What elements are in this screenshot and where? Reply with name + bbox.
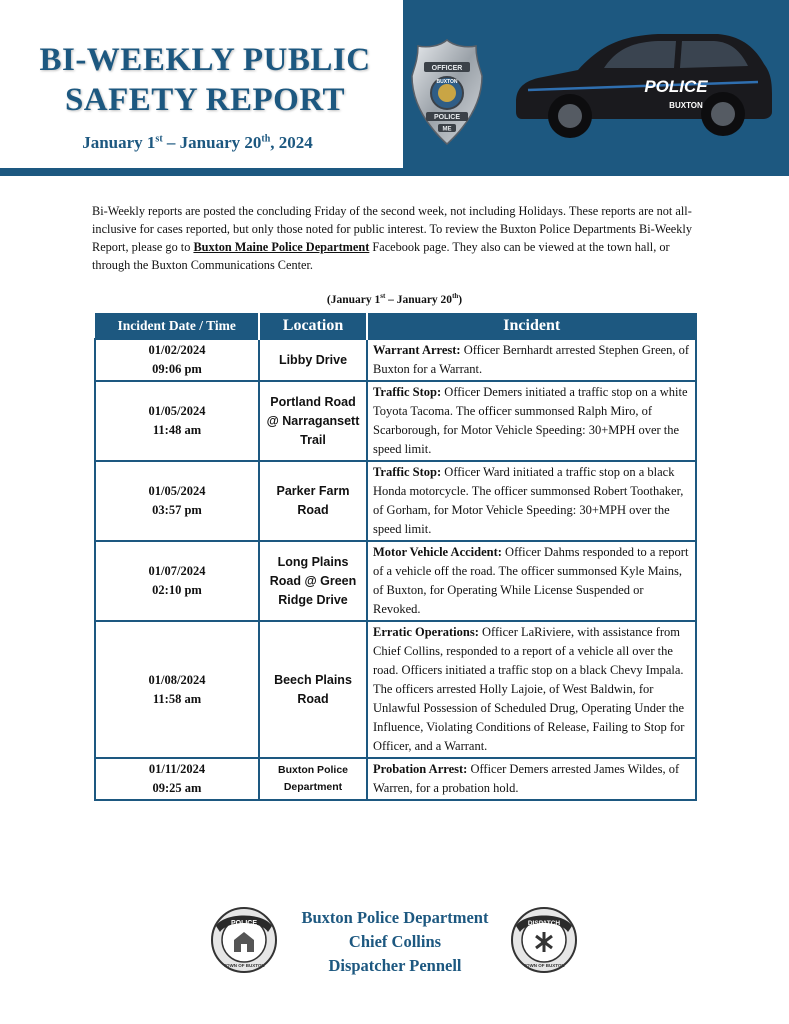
table-caption <box>0 292 789 306</box>
report-title <box>10 40 400 120</box>
svg-text:TOWN OF BUXTON: TOWN OF BUXTON <box>523 963 565 968</box>
incident-type: Warrant Arrest: <box>373 343 461 357</box>
incident-text: Officer Demers arrested James Wildes, of Warren, for a probation hold. <box>373 762 680 795</box>
svg-text:OFFICER: OFFICER <box>431 65 463 72</box>
incident-type: Erratic Operations: <box>373 625 479 639</box>
incident-date-cell <box>95 339 259 381</box>
incident-time: 09:06 pm <box>152 362 202 376</box>
report-header <box>0 0 789 176</box>
incident-type: Probation Arrest: <box>373 762 468 776</box>
incident-location: Long Plains Road @ Green Ridge Drive <box>259 541 367 621</box>
report-title-line2: SAFETY REPORT <box>64 82 346 118</box>
date-end-suffix: th <box>261 133 271 145</box>
incident-date-cell <box>95 758 259 800</box>
police-cruiser-icon <box>508 24 776 144</box>
incident-time: 11:48 am <box>152 423 202 437</box>
intro-paragraph <box>92 202 696 274</box>
incident-type: Traffic Stop: <box>373 465 442 479</box>
incident-date: 01/11/2024 <box>148 762 206 776</box>
incident-text: Officer LaRiviere, with assistance from Chief Collins, responded to a report of a vehicle all over the road. Officers initiated a traffic stop on a black Chevy Impala. The officers arrested Holly Lajoie, of West Baldwin, for Unlawful Possession of Scheduled Drug, Operating Under the Influence, Violating Conditions of Release, Failing to Stop for Officer, and a Warrant. <box>373 625 685 753</box>
table-row <box>95 541 696 621</box>
header-divider-bar <box>0 168 789 176</box>
date-start-suffix: st <box>155 133 163 145</box>
incident-date: 01/08/2024 <box>148 672 206 687</box>
incident-time: 09:25 am <box>152 781 202 795</box>
intro-text-start: Bi-Weekly reports are posted the concluding Friday of the second week, not including Holidays. These reports are not all-inclusive for cases reported, but only those noted for public interest. To review the Buxton Police Departments Bi-Weekly Report, please go to <box>92 204 692 254</box>
incident-date-cell <box>95 461 259 541</box>
incident-description <box>367 758 696 800</box>
incident-description <box>367 541 696 621</box>
incident-text: Officer Bernhardt arrested Stephen Green, of Buxton for a Warrant. <box>373 343 690 376</box>
date-middle: – January 20 <box>162 133 262 152</box>
caption-part-c: ) <box>458 293 463 306</box>
incident-text: Officer Ward initiated a traffic stop on a black Honda motorcycle. The officer summonsed Robert Toothaker, of Gorham, for Motor Vehicle Speeding: 30+MPH over the speed limit. <box>373 465 684 536</box>
incident-location: Buxton Police Department <box>259 758 367 800</box>
svg-text:TOWN OF BUXTON: TOWN OF BUXTON <box>223 963 265 968</box>
incident-time: 11:58 am <box>152 691 202 706</box>
incident-table <box>94 313 697 801</box>
table-row <box>95 758 696 800</box>
table-row <box>95 621 696 758</box>
date-end: , 2024 <box>270 133 313 152</box>
svg-text:POLICE: POLICE <box>230 920 258 927</box>
dispatch-seal-icon <box>510 906 578 974</box>
incident-date: 01/02/2024 <box>148 343 206 357</box>
report-title-line1: BI-WEEKLY PUBLIC <box>39 42 371 78</box>
svg-text:ME: ME <box>442 126 452 133</box>
incident-type: Traffic Stop: <box>373 385 442 399</box>
footer-chief: Chief Collins <box>348 932 442 951</box>
incident-time: 02:10 pm <box>152 583 202 597</box>
incident-location: Parker Farm Road <box>259 461 367 541</box>
caption-part-b: – January 20 <box>385 293 453 306</box>
incident-text: Officer Demers initiated a traffic stop on a white Toyota Tacoma. The officer summonsed Ralph Miro, of Scarborough, for Motor Vehicle Speeding: 30+MPH over the speed limit. <box>373 385 688 456</box>
police-badge-icon <box>410 38 484 146</box>
intro-text-end: Facebook page. They also can be viewed at the town hall, or through the Buxton Communications Center. <box>92 240 670 272</box>
incident-date-cell <box>95 541 259 621</box>
incident-date: 01/05/2024 <box>148 484 206 498</box>
incident-description <box>367 339 696 381</box>
table-row <box>95 339 696 381</box>
incident-date: 01/07/2024 <box>148 564 206 578</box>
incident-description <box>367 461 696 541</box>
incident-location: Libby Drive <box>259 339 367 381</box>
svg-text:BUXTON: BUXTON <box>669 101 703 110</box>
footer-dispatcher: Dispatcher Pennell <box>328 956 462 975</box>
police-seal-icon <box>210 906 278 974</box>
incident-location: Beech Plains Road <box>259 621 367 758</box>
incident-text: Officer Dahms responded to a report of a vehicle off the road. The officer summonsed Kyle Mains, of Buxton, for Operating While License Suspended or Revoked. <box>373 545 689 616</box>
caption-part-a: (January 1 <box>326 293 381 306</box>
incident-date: 01/05/2024 <box>148 404 206 418</box>
column-header-location: Location <box>259 314 367 340</box>
incident-type: Motor Vehicle Accident: <box>373 545 502 559</box>
table-row <box>95 461 696 541</box>
table-row <box>95 381 696 461</box>
footer-department: Buxton Police Department <box>301 908 489 927</box>
svg-text:POLICE: POLICE <box>644 77 708 96</box>
column-header-incident: Incident <box>367 314 696 340</box>
table-header-row <box>95 314 696 340</box>
svg-text:POLICE: POLICE <box>433 114 461 121</box>
caption-sup-a: st <box>380 292 386 300</box>
svg-text:DISPATCH: DISPATCH <box>527 920 561 927</box>
incident-time: 03:57 pm <box>152 503 202 517</box>
caption-sup-b: th <box>452 292 459 300</box>
facebook-page-link[interactable]: Buxton Maine Police Department <box>193 240 370 254</box>
incident-description <box>367 381 696 461</box>
footer-signature-block <box>280 906 510 978</box>
svg-text:BUXTON: BUXTON <box>436 79 458 85</box>
incident-date-cell <box>95 381 259 461</box>
incident-description <box>367 621 696 758</box>
incident-location: Portland Road @ Narragansett Trail <box>259 381 367 461</box>
date-start: January 1 <box>82 133 156 152</box>
incident-date-cell <box>95 621 259 758</box>
column-header-date: Incident Date / Time <box>95 314 259 340</box>
report-date-range <box>10 133 385 153</box>
